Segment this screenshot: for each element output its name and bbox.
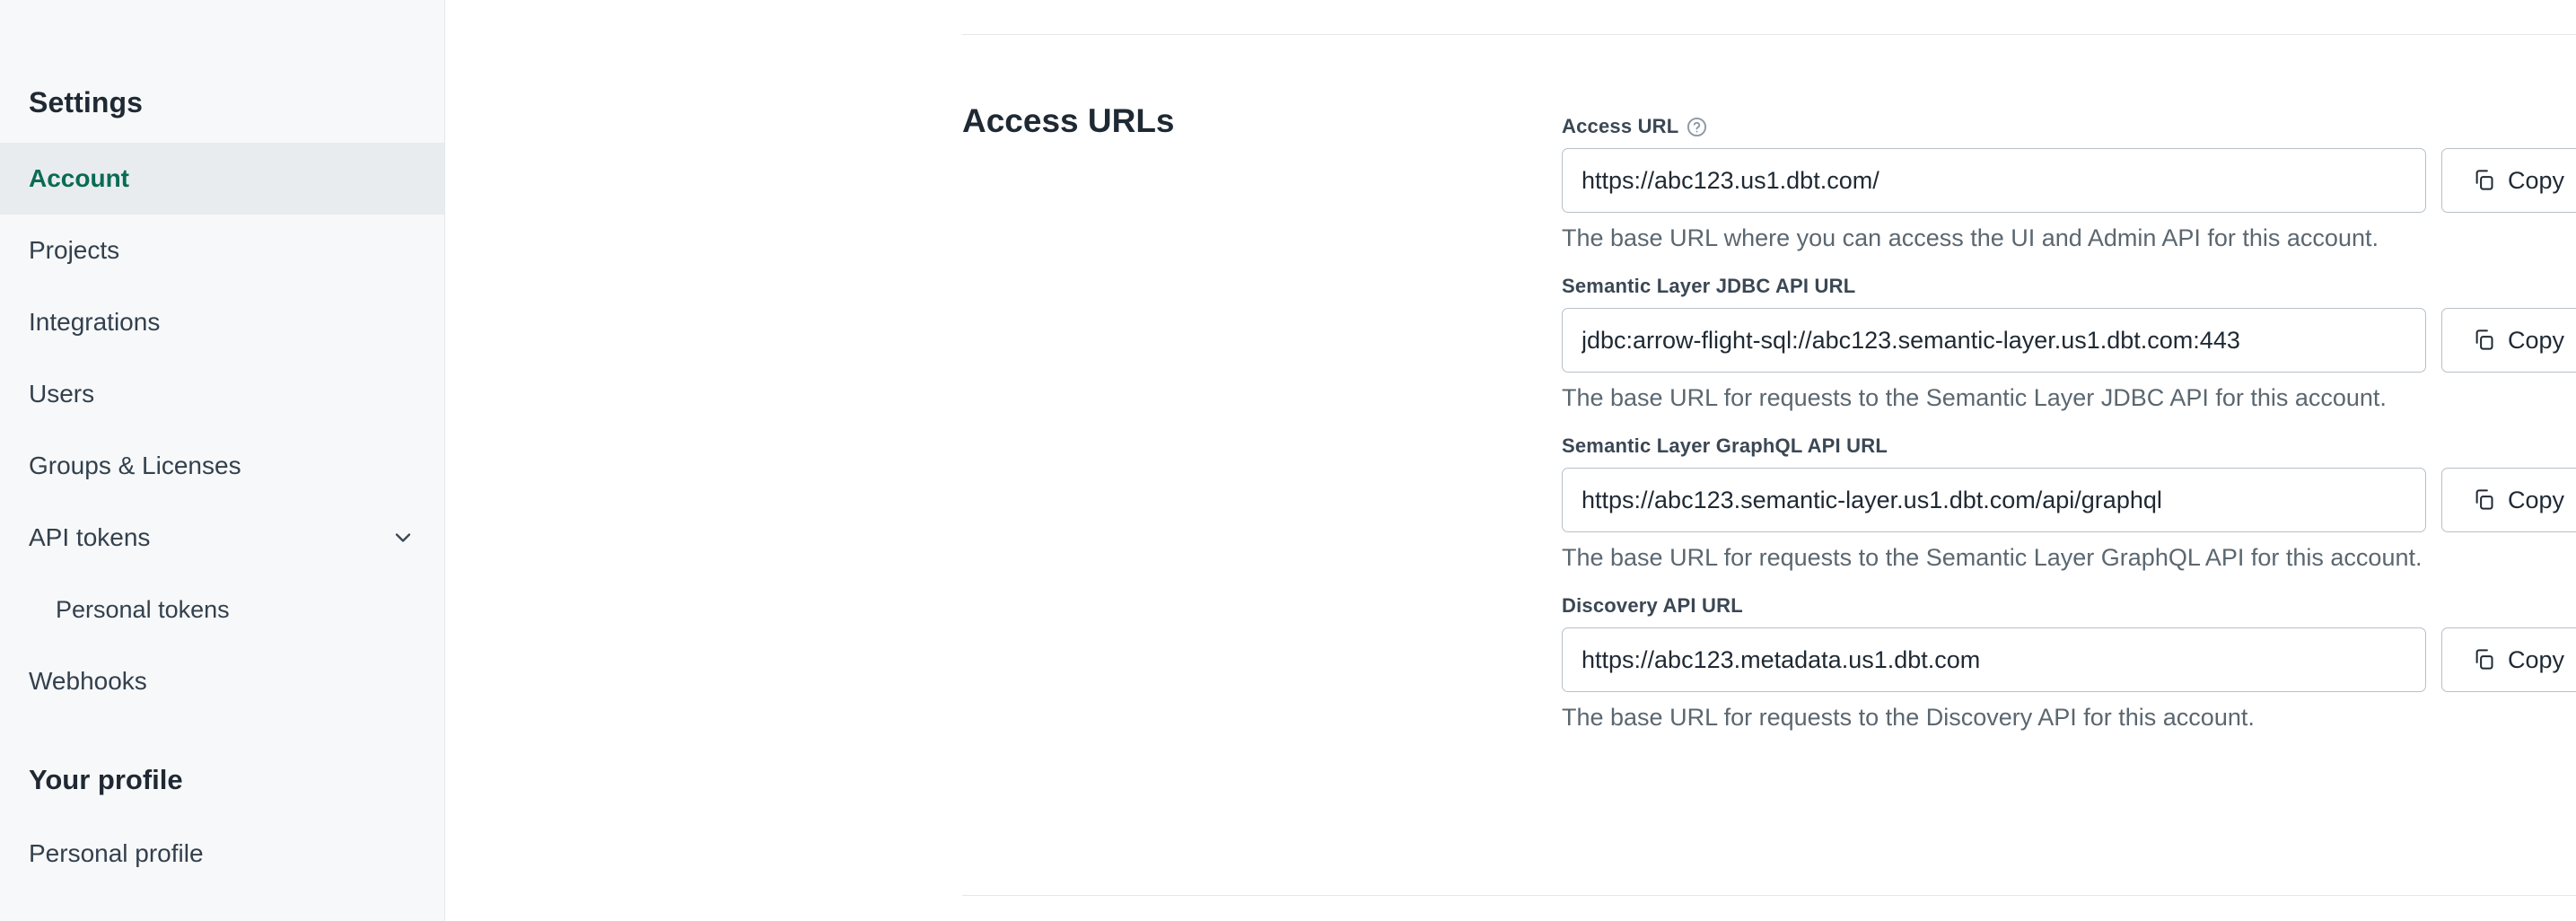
- field-discovery-api-url: [1562, 594, 2576, 732]
- divider-bottom: [962, 895, 2576, 896]
- main-content: [445, 0, 2576, 921]
- sidebar-item-personal-profile[interactable]: [0, 818, 444, 890]
- field-label-text: Discovery API URL: [1562, 594, 1743, 617]
- copy-discovery-api-url-button[interactable]: [2441, 627, 2576, 692]
- sidebar-item-integrations[interactable]: [0, 286, 444, 358]
- copy-icon: [2472, 647, 2496, 673]
- sidebar-item-projects[interactable]: [0, 215, 444, 286]
- sidebar-item-label: Account: [29, 164, 129, 192]
- sidebar-item-label: Users: [29, 380, 95, 408]
- sidebar-item-label: Integrations: [29, 308, 161, 336]
- field-label: [1562, 594, 2576, 618]
- sidebar-item-label: Personal profile: [29, 839, 204, 867]
- sidebar-item-label: Personal tokens: [56, 595, 230, 623]
- sidebar-item-webhooks[interactable]: [0, 645, 444, 717]
- sidebar-nav: [0, 143, 444, 890]
- field-access-url: [1562, 115, 2576, 252]
- sidebar: [0, 0, 445, 921]
- sidebar-item-api-tokens[interactable]: [0, 502, 444, 574]
- field-hint: The base URL where you can access the UI and Admin API for this account.: [1562, 224, 2379, 251]
- copy-semantic-layer-jdbc-api-url-button[interactable]: [2441, 308, 2576, 373]
- copy-button-label: Copy: [2507, 166, 2565, 194]
- field-semantic-layer-graphql-api-url: [1562, 434, 2576, 572]
- sidebar-section-your-profile: Your profile: [29, 764, 183, 795]
- sidebar-item-personal-tokens[interactable]: [0, 574, 444, 645]
- input-row: [1562, 148, 2576, 213]
- input-row: [1562, 468, 2576, 532]
- page-title: Access URLs: [962, 102, 1175, 139]
- field-semantic-layer-jdbc-api-url: [1562, 275, 2576, 412]
- field-hint: The base URL for requests to the Discovery API for this account.: [1562, 704, 2255, 731]
- sidebar-item-account[interactable]: [0, 143, 444, 215]
- field-hint: The base URL for requests to the Semantic Layer GraphQL API for this account.: [1562, 544, 2423, 571]
- chevron-down-icon: [390, 525, 416, 550]
- copy-button-label: Copy: [2507, 326, 2565, 354]
- field-label: [1562, 434, 2576, 458]
- field-label-text: Semantic Layer JDBC API URL: [1562, 275, 1856, 297]
- copy-icon: [2472, 328, 2496, 354]
- copy-button-label: Copy: [2507, 486, 2565, 513]
- copy-access-url-button[interactable]: [2441, 148, 2576, 213]
- divider-top: [962, 34, 2576, 35]
- field-hint: The base URL for requests to the Semantic Layer JDBC API for this account.: [1562, 384, 2387, 411]
- field-label: [1562, 115, 2576, 138]
- sidebar-item-label: Webhooks: [29, 667, 147, 695]
- access-urls-section: [962, 99, 2576, 754]
- semantic-layer-jdbc-api-url-input[interactable]: [1562, 308, 2426, 373]
- copy-semantic-layer-graphql-api-url-button[interactable]: [2441, 468, 2576, 532]
- semantic-layer-graphql-api-url-input[interactable]: [1562, 468, 2426, 532]
- field-label-text: Access URL: [1562, 115, 1679, 137]
- input-row: [1562, 627, 2576, 692]
- access-url-input[interactable]: [1562, 148, 2426, 213]
- access-urls-fields: [1562, 99, 2576, 754]
- sidebar-item-groups-and-licenses[interactable]: [0, 430, 444, 502]
- sidebar-item-label: Groups & Licenses: [29, 452, 241, 479]
- field-label: [1562, 275, 2576, 298]
- help-icon[interactable]: [1687, 117, 1707, 137]
- sidebar-item-users[interactable]: [0, 358, 444, 430]
- sidebar-title: Settings: [29, 86, 144, 118]
- field-label-text: Semantic Layer GraphQL API URL: [1562, 434, 1888, 457]
- copy-icon: [2472, 168, 2496, 194]
- sidebar-item-label: Projects: [29, 236, 120, 264]
- copy-button-label: Copy: [2507, 645, 2565, 673]
- discovery-api-url-input[interactable]: [1562, 627, 2426, 692]
- copy-icon: [2472, 487, 2496, 513]
- input-row: [1562, 308, 2576, 373]
- sidebar-item-label: API tokens: [29, 523, 151, 551]
